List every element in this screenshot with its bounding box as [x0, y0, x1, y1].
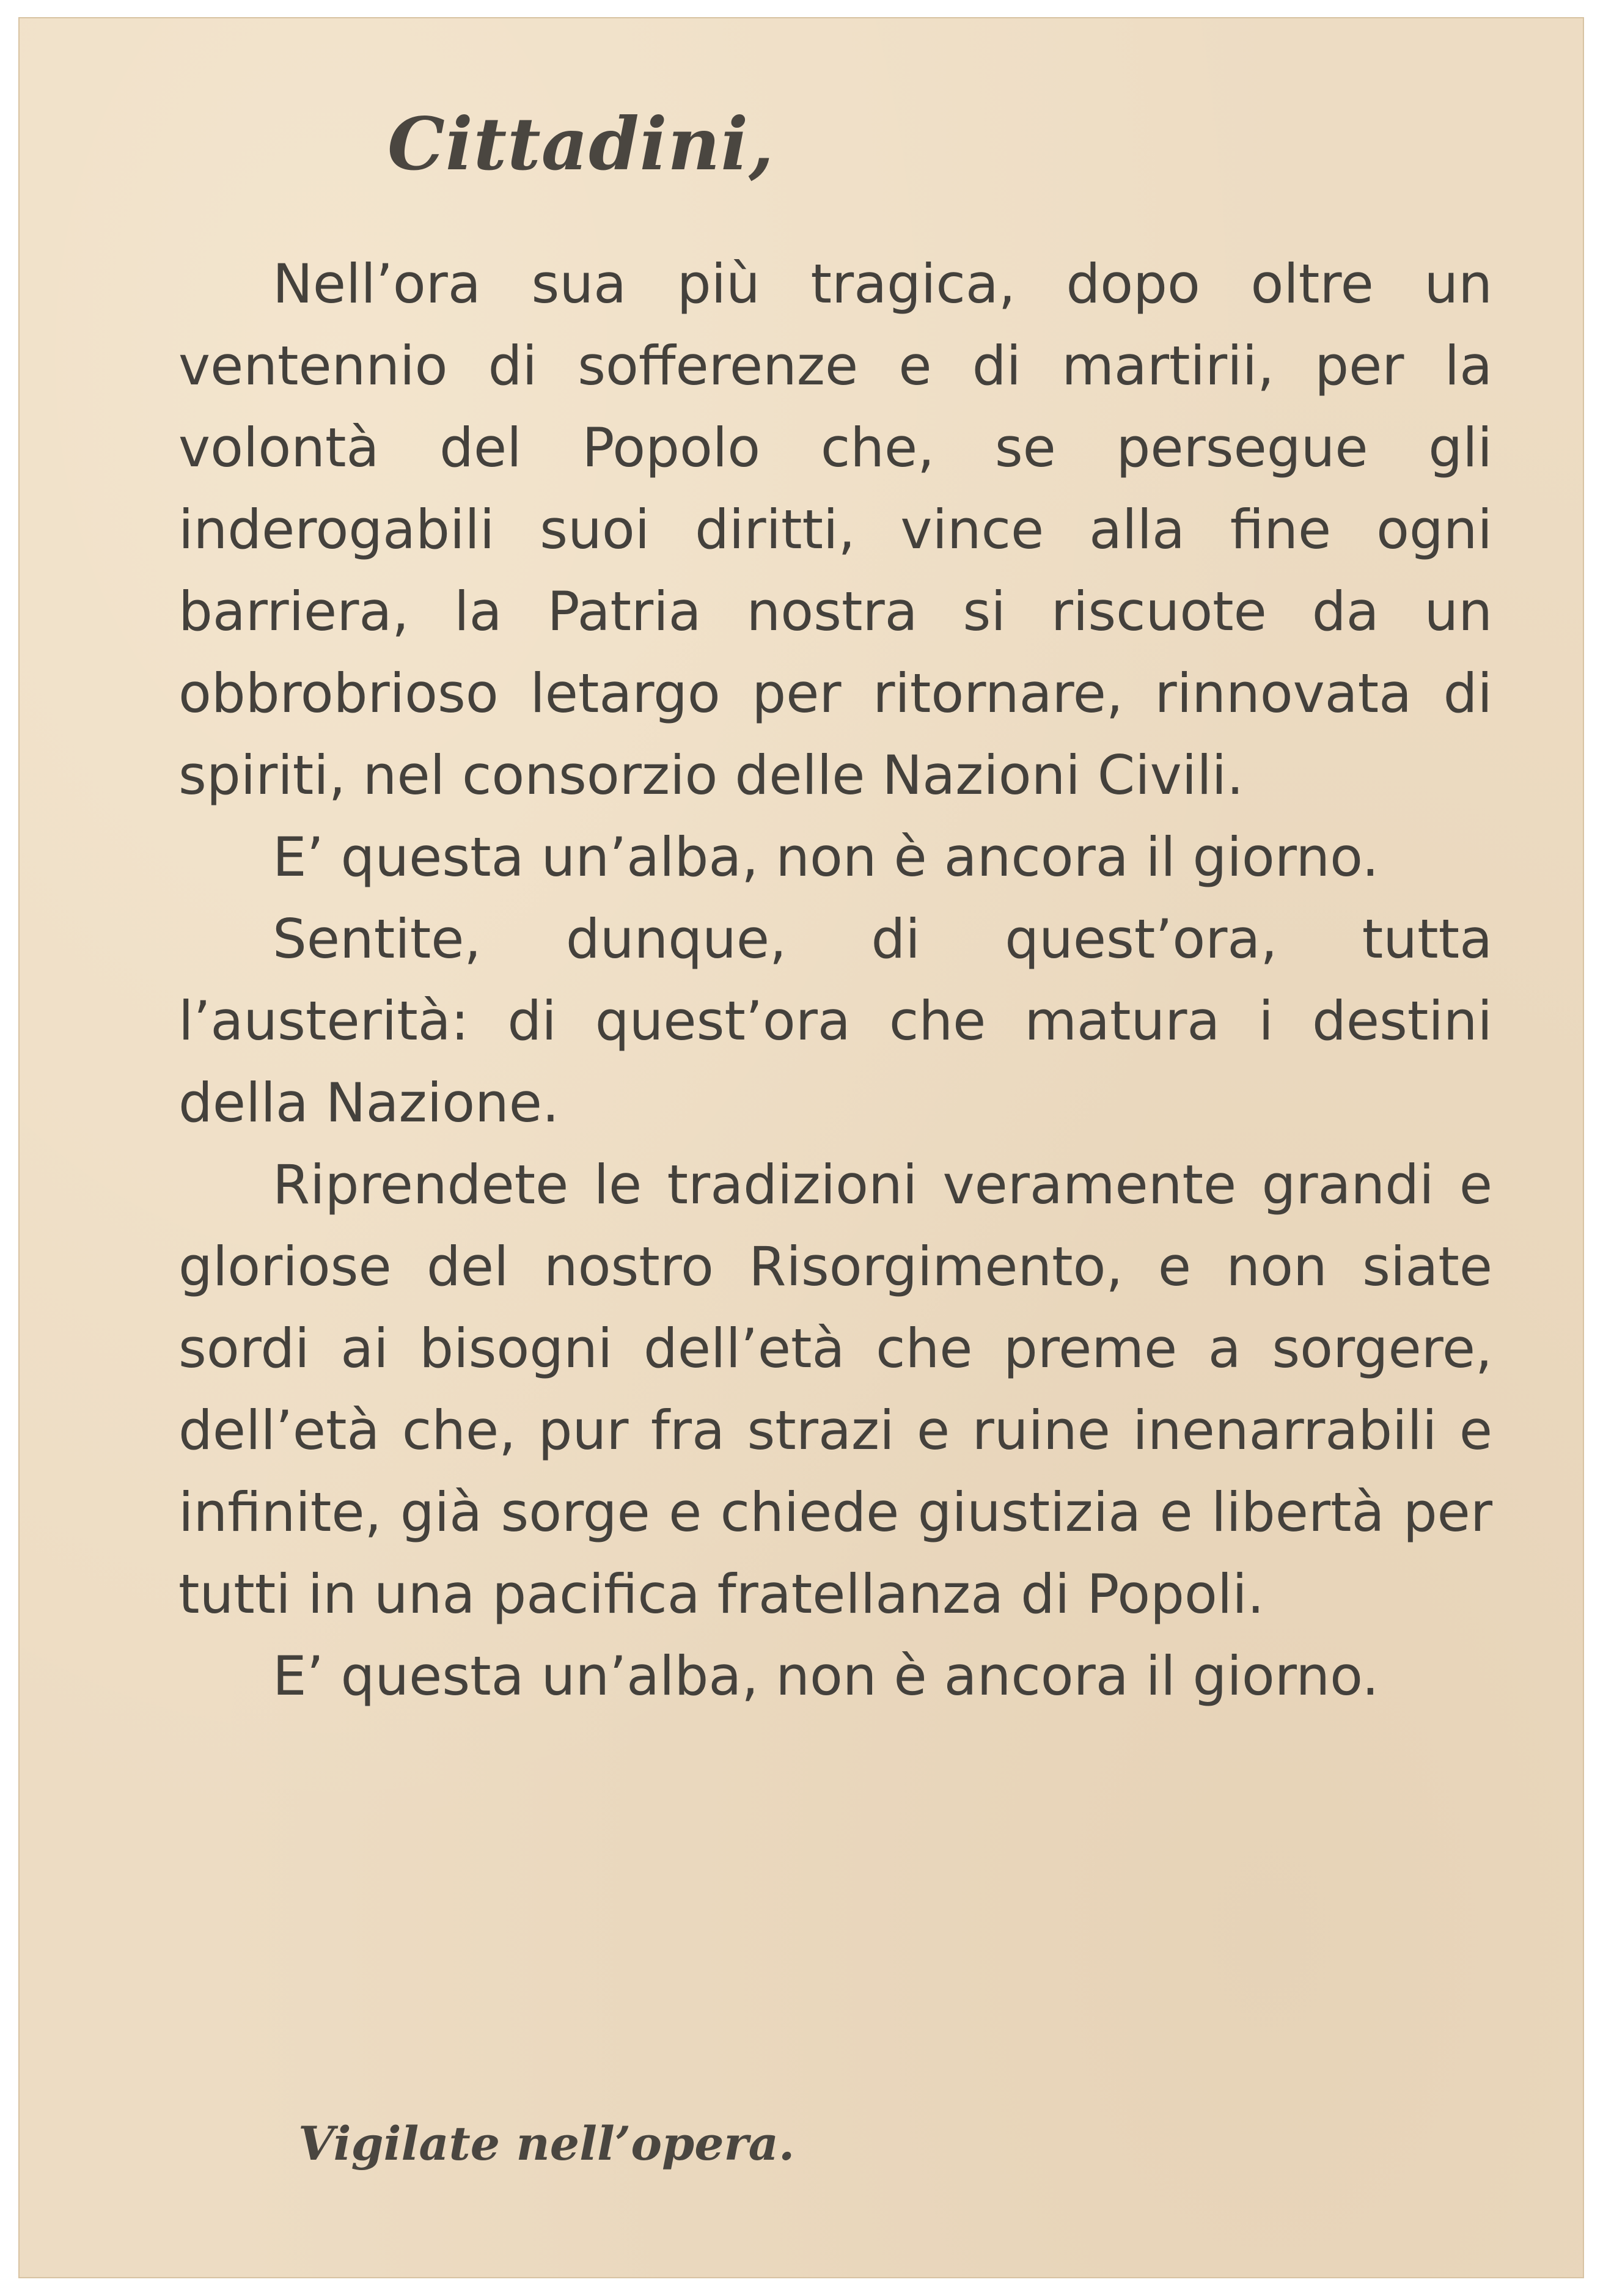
paragraph-4: Riprendete le tradizioni veramente grandi e gloriose del nostro Risorgimento, e non siate sordi ai bisogni dell’età che preme a sorgere, dell’età che, pur fra strazi e ruine inenarrabili e infinite, già sorge e chiede giustizia e libertà per tutti in una pacifica fratellanza di Popoli.	[178, 1153, 1492, 1626]
paragraph-2: E’ questa un’alba, non è ancora il giorno.	[273, 826, 1379, 889]
closing-line: Vigilate nell’opera.	[298, 2116, 795, 2171]
document-sheet	[18, 17, 1584, 2278]
paragraph-1: Nell’ora sua più tragica, dopo oltre un ventennio di sofferenze e di martirii, per la volontà del Popolo che, se persegue gli inderogabili suoi diritti, vince alla fine ogni barriera, la Patria nostra si riscuote da un obbrobrioso letargo per ritornare, rinnovata di spiriti, nel consorzio delle Nazioni Civili.	[178, 252, 1492, 807]
document-body	[178, 243, 1492, 1717]
document-heading: Cittadini,	[387, 101, 775, 186]
paragraph-3: Sentite, dunque, di quest’ora, tutta l’austerità: di quest’ora che matura i destini della Nazione.	[178, 908, 1492, 1134]
paragraph-5: E’ questa un’alba, non è ancora il giorno.	[273, 1645, 1379, 1707]
